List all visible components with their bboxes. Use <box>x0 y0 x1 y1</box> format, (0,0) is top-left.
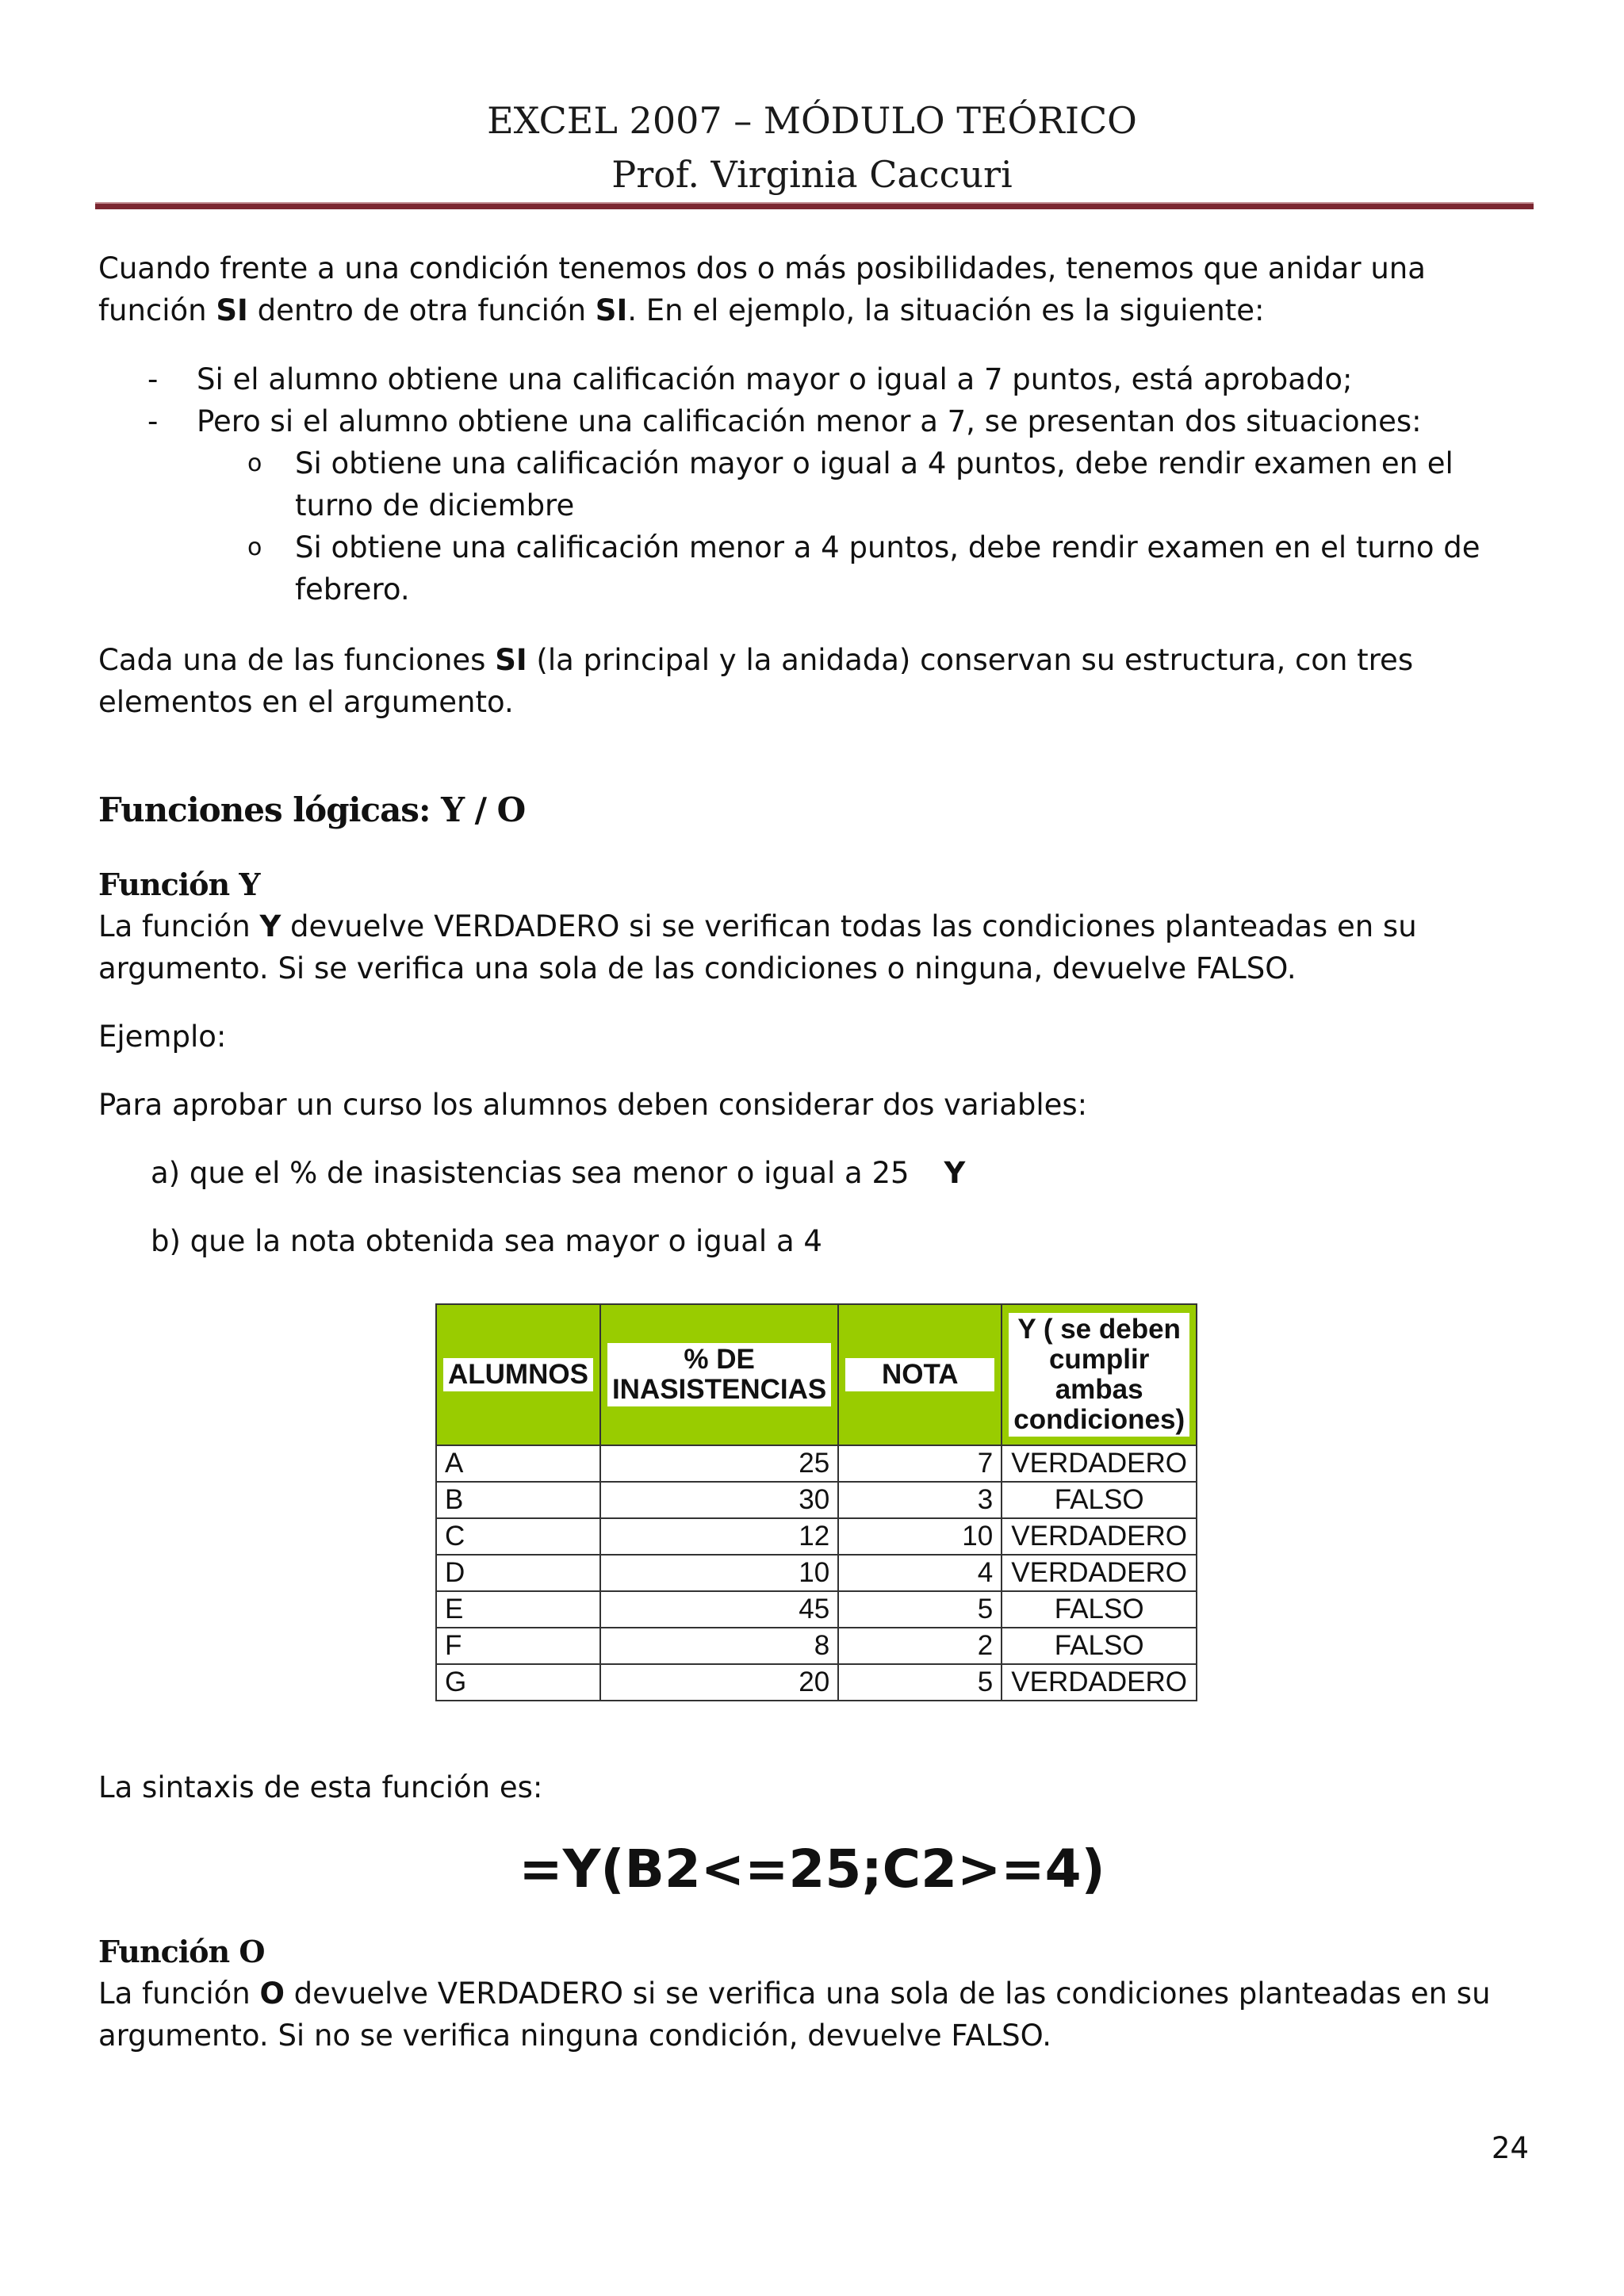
table-header-row <box>436 1304 1197 1445</box>
sub-list-item: o Si obtiene una calificación menor a 4 puntos, debe rendir examen en el turno de febrero. <box>98 526 1534 610</box>
header-rule <box>95 202 1534 209</box>
sub-condition-list <box>197 442 1534 610</box>
condition-b: b) que la nota obtenida sea mayor o igual a 4 <box>151 1224 822 1258</box>
function-y-heading: Función Y <box>98 867 260 902</box>
dash-marker: - <box>147 362 159 396</box>
function-y-description: La función Y devuelve VERDADERO si se verifican todas las condiciones planteadas en su argumento. Si se verifica una sola de las condiciones o ninguna, devuelve FALSO. <box>98 909 1417 985</box>
column-header: % DE INASISTENCIAS <box>600 1304 838 1445</box>
table-row: A 25 7 VERDADERO <box>436 1445 1197 1482</box>
circle-bullet-marker: o <box>247 534 262 561</box>
section-heading: Funciones lógicas: Y / O <box>98 790 526 829</box>
header-title: EXCEL 2007 – MÓDULO TEÓRICO <box>487 99 1137 142</box>
table-row: B 30 3 FALSO <box>436 1482 1197 1518</box>
syntax-label: La sintaxis de esta función es: <box>98 1770 543 1804</box>
formula-example: =Y(B2<=25;C2>=4) <box>519 1839 1105 1900</box>
structure-paragraph: Cada una de las funciones SI (la principal y la anidada) conservan su estructura, con tres elementos en el argumento. <box>98 643 1414 719</box>
header-author: Prof. Virginia Caccuri <box>611 153 1013 196</box>
condition-operator: Y <box>944 1156 966 1190</box>
column-header: ALUMNOS <box>436 1304 600 1445</box>
main-content <box>98 247 1534 1262</box>
table-row: F 8 2 FALSO <box>436 1628 1197 1664</box>
column-header: NOTA <box>838 1304 1002 1445</box>
sub-list-item: o Si obtiene una calificación mayor o igual a 4 puntos, debe rendir examen en el turno de diciembre <box>98 442 1534 526</box>
table-row: E 45 5 FALSO <box>436 1591 1197 1628</box>
students-table <box>435 1303 1197 1701</box>
example-intro: Para aprobar un curso los alumnos deben considerar dos variables: <box>98 1088 1088 1122</box>
function-o-description: La función O devuelve VERDADERO si se verifica una sola de las condiciones planteadas en su argumento. Si no se verifica ninguna condición, devuelve FALSO. <box>98 1976 1491 2053</box>
list-item: - Si el alumno obtiene una calificación mayor o igual a 7 puntos, está aprobado; <box>98 358 1534 400</box>
function-o-heading: Función O <box>98 1934 265 1969</box>
table-row: G 20 5 VERDADERO <box>436 1664 1197 1701</box>
table-row: C 12 10 VERDADERO <box>436 1518 1197 1555</box>
table-row: D 10 4 VERDADERO <box>436 1555 1197 1591</box>
example-label: Ejemplo: <box>98 1020 227 1054</box>
list-item: - Pero si el alumno obtiene una calificación menor a 7, se presentan dos situaciones: o Si obtiene una calificación mayor o igual a 4 puntos, debe rendir examen en el turno de diciembre o Si obtiene una calificación menor a 4 puntos, debe rendir examen en el turno de febrero. <box>98 400 1534 610</box>
column-header: Y ( se deben cumplir ambas condiciones) <box>1002 1304 1197 1445</box>
page-number: 24 <box>1491 2131 1529 2165</box>
condition-a: a) que el % de inasistencias sea menor o igual a 25 Y <box>151 1156 966 1190</box>
intro-paragraph: Cuando frente a una condición tenemos dos o más posibilidades, tenemos que anidar una función SI dentro de otra función SI. En el ejemplo, la situación es la siguiente: <box>98 251 1426 327</box>
circle-bullet-marker: o <box>247 450 262 477</box>
page-header <box>0 94 1624 201</box>
function-o-section <box>98 1931 1534 2057</box>
condition-list <box>98 358 1534 610</box>
dash-marker: - <box>147 404 159 438</box>
